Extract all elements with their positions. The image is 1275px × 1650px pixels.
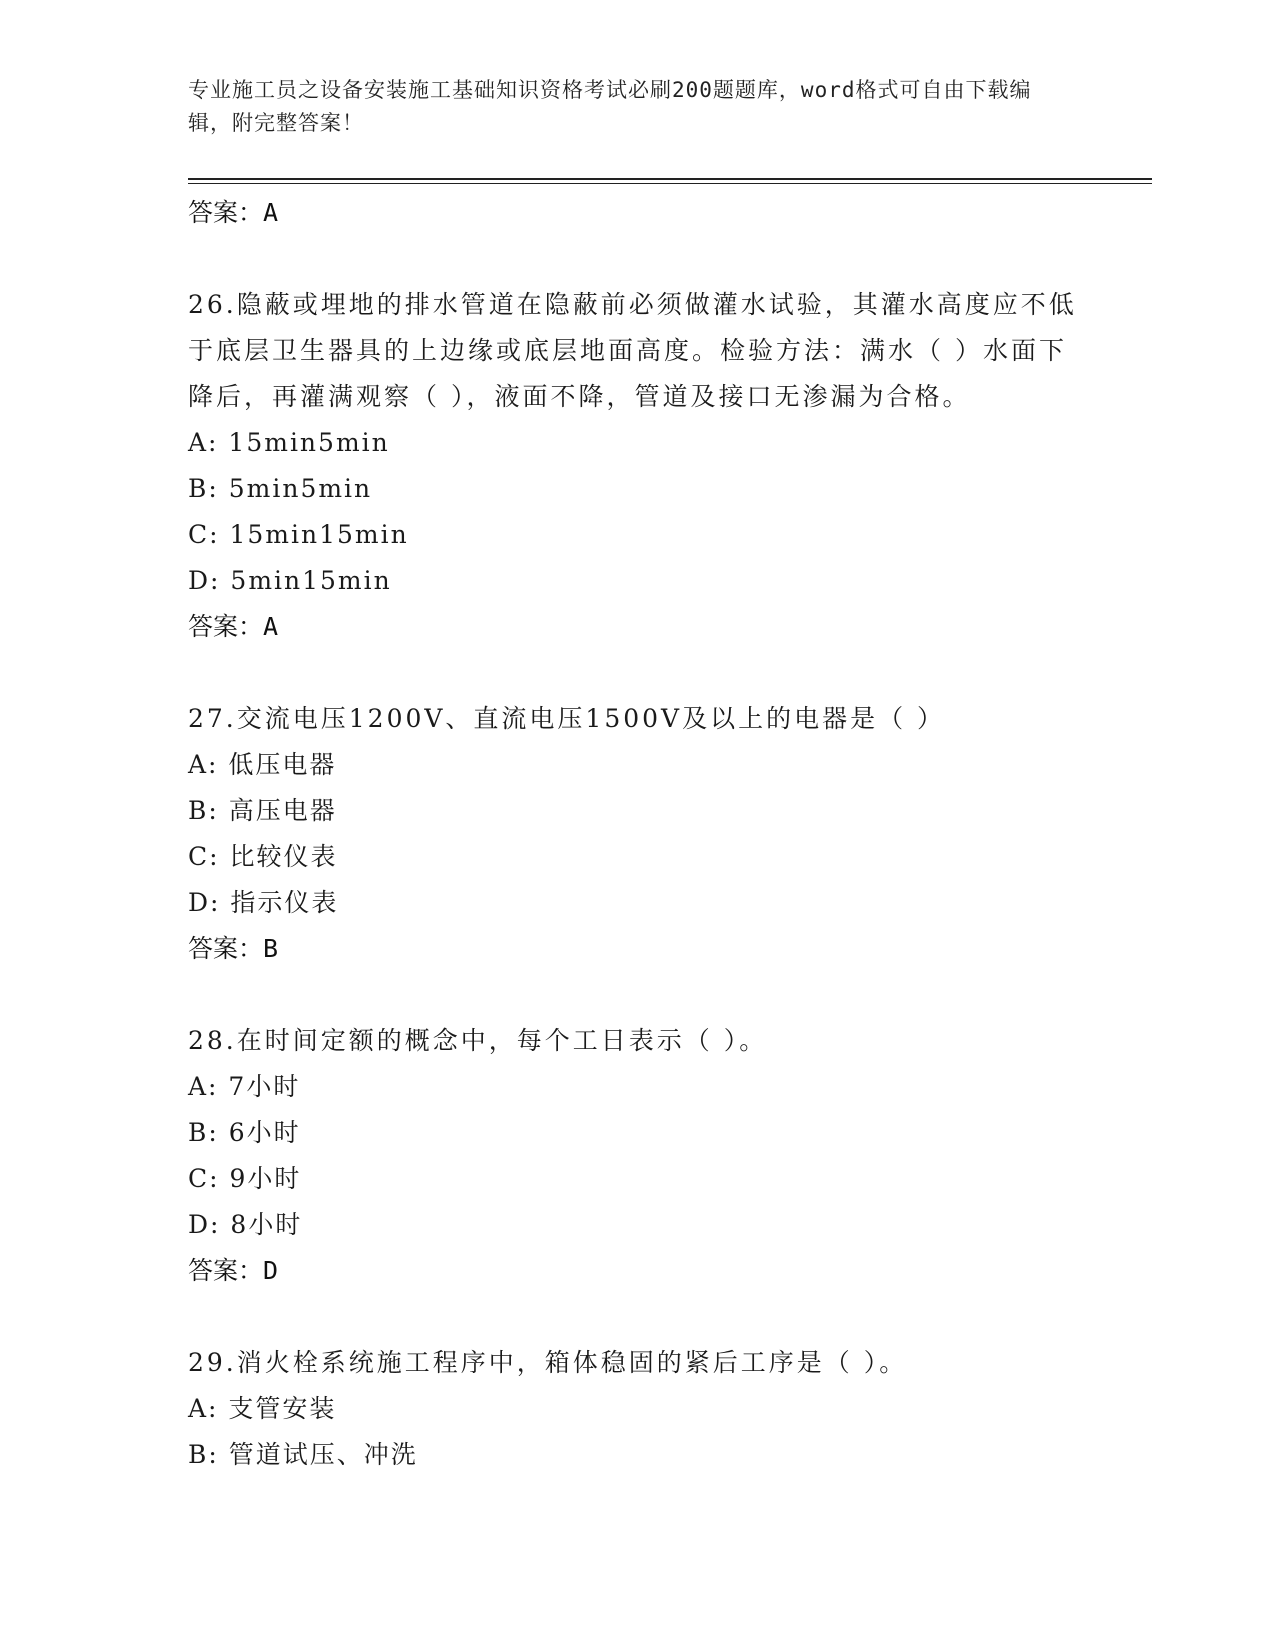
option-d: D: 指示仪表 — [188, 888, 339, 917]
answer-line: 答案：D — [188, 1256, 279, 1285]
option-b: B: 5min5min — [188, 474, 373, 503]
option-d: D: 5min15min — [188, 566, 392, 595]
option-c: C: 15min15min — [188, 520, 409, 549]
question-text: 27.交流电压1200V、直流电压1500V及以上的电器是（ ） — [188, 704, 946, 733]
header-divider — [188, 178, 1152, 180]
spacer — [188, 972, 1088, 1018]
spacer — [188, 1294, 1088, 1340]
option-c: C: 比较仪表 — [188, 842, 338, 871]
question-list — [188, 190, 1088, 1478]
answer-line: 答案：A — [188, 198, 279, 227]
option-a: A: 15min5min — [188, 428, 390, 457]
option-a: A: 低压电器 — [188, 750, 337, 779]
answer-line: 答案：A — [188, 612, 279, 641]
question-text: 29.消火栓系统施工程序中，箱体稳固的紧后工序是（ ）。 — [188, 1348, 908, 1377]
header-divider-thin — [188, 183, 1152, 184]
question-text: 26.隐蔽或埋地的排水管道在隐蔽前必须做灌水试验，其灌水高度应不低于底层卫生器具的上边缘或底层地面高度。检验方法：满水（ ）水面下降后，再灌满观察（ ），液面不降，管道及接口无渗漏为合格。 — [188, 290, 1077, 411]
spacer — [188, 236, 1088, 282]
spacer — [188, 650, 1088, 696]
option-b: B: 高压电器 — [188, 796, 337, 825]
option-b: B: 管道试压、冲洗 — [188, 1440, 418, 1469]
option-c: C: 9小时 — [188, 1164, 302, 1193]
option-a: A: 支管安装 — [188, 1394, 337, 1423]
option-b: B: 6小时 — [188, 1118, 301, 1147]
option-d: D: 8小时 — [188, 1210, 303, 1239]
document-header: 专业施工员之设备安装施工基础知识资格考试必刷200题题库，word格式可自由下载编辑，附完整答案！ — [188, 78, 1032, 135]
option-a: A: 7小时 — [188, 1072, 301, 1101]
answer-line: 答案：B — [188, 934, 279, 963]
question-text: 28.在时间定额的概念中，每个工日表示（ ）。 — [188, 1026, 768, 1055]
